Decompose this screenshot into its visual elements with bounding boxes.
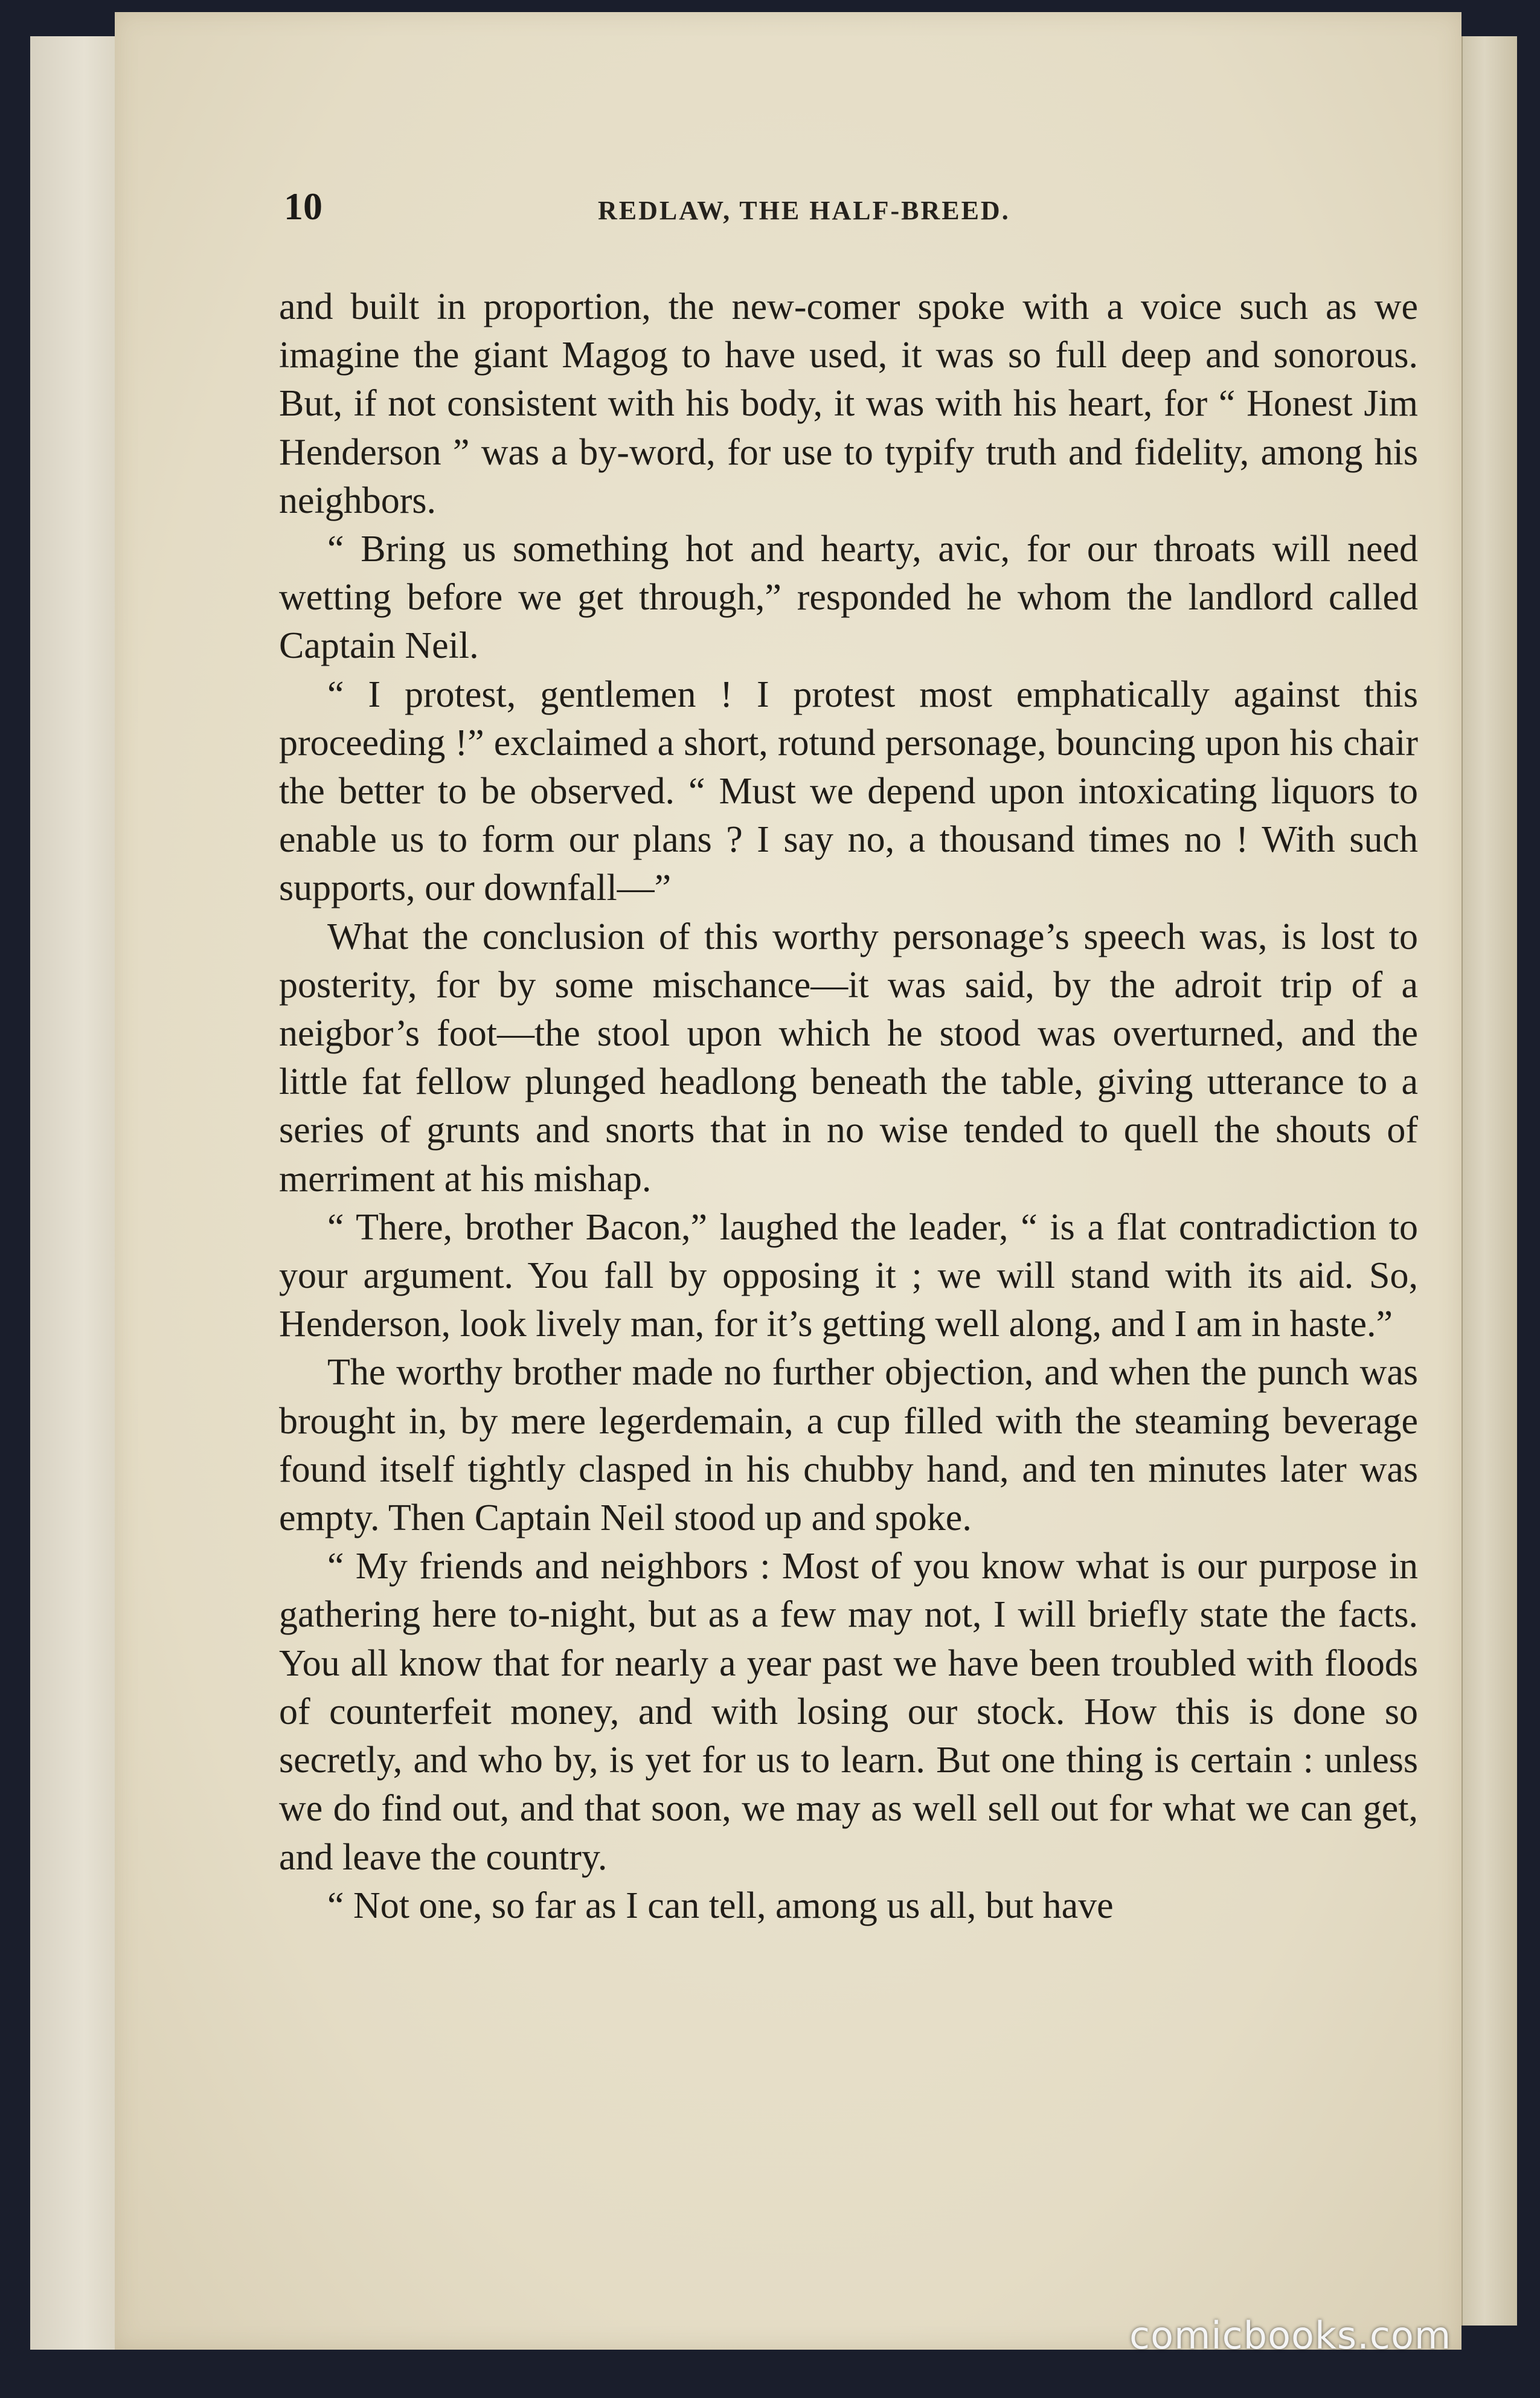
paragraph: “ Bring us something hot and hearty, avic, for our throats will need wetting before we get through,” responded he whom the landlord called Captain Neil. [279,529,1418,667]
paragraph: and built in proportion, the new-comer spoke with a voice such as we imagine the giant Magog to have used, it was so full deep and sonorous. But, if not consistent with his body, it was with his heart, for “ Honest Jim Henderson ” was a by-word, for use to typify truth and fidelity, among his neighbors. [279,286,1418,521]
running-head: REDLAW, THE HALF-BREED. [598,196,1010,225]
page-header [284,184,1425,233]
page-left-edge [30,36,123,2350]
paragraph: What the conclusion of this worthy personage’s speech was, is lost to posterity, for by some mischance—it was said, by the adroit trip of a neigbor’s foot—the stool upon which he stood was overturned, and the little fat fellow plunged headlong beneath the table, giving utterance to a series of grunts and snorts that in no wise tended to quell the shouts of merriment at his mishap. [279,916,1418,1200]
paragraph: “ My friends and neighbors : Most of you know what is our purpose in gathering here to-night, but as a few may not, I will briefly state the facts. You all know that for nearly a year past we have been troubled with floods of counterfeit money, and with losing our stock. How this is done so secretly, and who by, is yet for us to learn. But one thing is certain : unless we do find out, and that soon, we may as well sell out for what we can get, and leave the country. [279,1546,1418,1878]
watermark: comicbooks.com [1129,2313,1452,2358]
body-text [279,283,1418,1930]
paragraph: “ There, brother Bacon,” laughed the leader, “ is a flat contradiction to your argument. You fall by opposing it ; we will stand with its aid. So, Henderson, look lively man, for it’s getting well along, and I am in haste.” [279,1206,1418,1345]
paragraph: “ I protest, gentlemen ! I protest most emphatically against this proceeding !” exclaimed a short, rotund personage, bouncing upon his chair the better to be observed. “ Must we depend upon intoxicating liquors to enable us to form our plans ? I say no, a thousand times no ! With such supports, our downfall—” [279,673,1418,909]
page-right-edge [1461,36,1517,2326]
paragraph: The worthy brother made no further objection, and when the punch was brought in, by mere legerdemain, a cup filled with the steaming beverage found itself tightly clasped in his chubby hand, and ten minutes later was empty. Then Captain Neil stood up and spoke. [279,1352,1418,1539]
paragraph: “ Not one, so far as I can tell, among us all, but have [327,1885,1114,1926]
page-number: 10 [284,185,322,228]
